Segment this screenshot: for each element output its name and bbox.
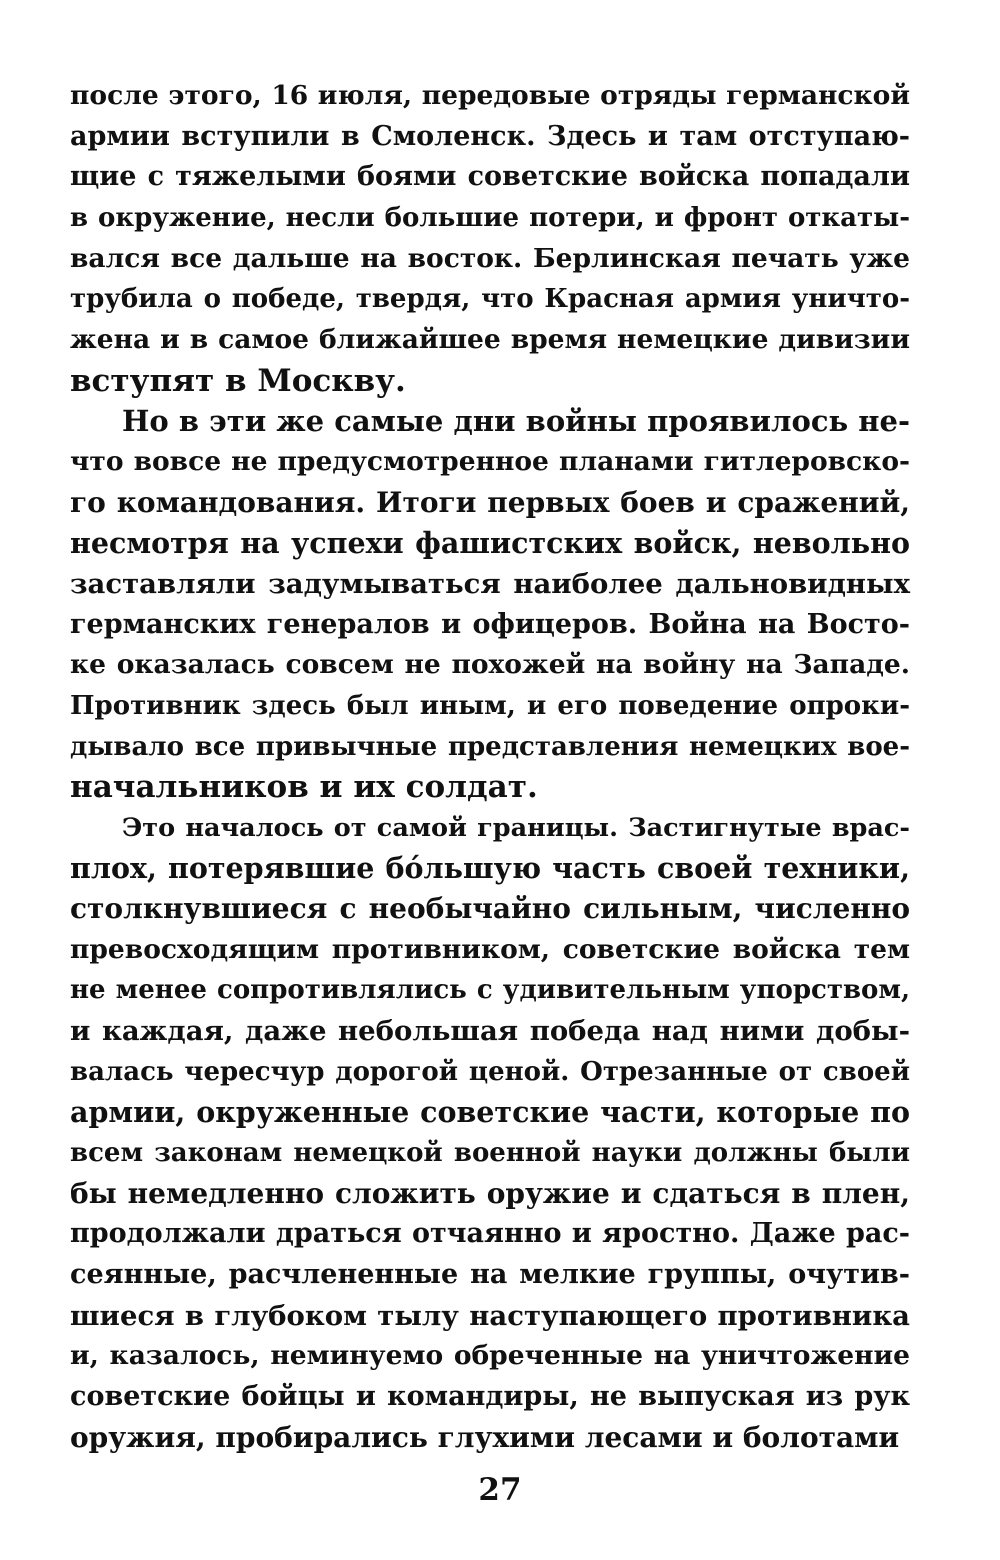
- text-line: валась чересчур дорогой ценой. Отрезанные от своей: [70, 1056, 910, 1087]
- page-number: 27: [478, 1472, 522, 1508]
- text-line: шиеся в глубоком тылу наступающего противника: [70, 1299, 910, 1332]
- text-line: после этого, 16 июля, передовые отряды германской: [70, 80, 910, 111]
- text-line: щие с тяжелыми боями советские войска попадали: [70, 161, 910, 193]
- text-line: что вовсе не предусмотренное планами гитлеровско-: [70, 445, 910, 477]
- paragraph: [70, 76, 910, 401]
- body-text: [70, 76, 910, 1458]
- text-line: бы немедленно сложить оружие и сдаться в плен,: [70, 1176, 910, 1210]
- text-line: столкнувшиеся с необычайно сильным, численно: [70, 892, 910, 926]
- text-line: армии вступили в Смоленск. Здесь и там отступаю-: [70, 120, 910, 152]
- text-line: армии, окруженные советские части, которые по: [70, 1095, 910, 1130]
- text-line: вступят в Москву.: [70, 362, 406, 399]
- text-line: превосходящим противником, советские войска тем: [70, 933, 910, 965]
- text-line: трубила о победе, твердя, что Красная армия уничто-: [70, 284, 910, 315]
- text-line: продолжали драться отчаянно и яростно. Даже рас-: [70, 1218, 910, 1250]
- paragraph: [70, 401, 910, 808]
- text-line: не менее сопротивлялись с удивительным упорством,: [70, 975, 910, 1006]
- text-line: начальников и их солдат.: [70, 769, 538, 806]
- text-line: жена и в самое ближайшее время немецкие дивизии: [70, 323, 910, 355]
- text-line: заставляли задумываться наиболее дальновидных: [70, 567, 910, 600]
- text-line: ке оказалась совсем не похожей на войну на Западе.: [70, 649, 910, 681]
- text-line: плох, потерявшие бо́льшую часть своей техники,: [70, 851, 910, 886]
- text-line: германских генералов и офицеров. Война на Восто-: [70, 608, 910, 640]
- text-line: го командования. Итоги первых боев и сражений,: [70, 485, 910, 519]
- text-line: дывало все привычные представления немецких вое-: [70, 731, 910, 762]
- text-line: Но в эти же самые дни войны проявилось не-: [122, 404, 910, 439]
- text-line: вался все дальше на восток. Берлинская печать уже: [70, 242, 910, 274]
- text-line: сеянные, расчлененные на мелкие группы, очутив-: [70, 1259, 910, 1291]
- text-line: и, казалось, неминуемо обреченные на уничтожение: [70, 1340, 910, 1372]
- text-line: в окружение, несли большие потери, и фронт откаты-: [70, 202, 910, 233]
- text-line: и каждая, даже небольшая победа над ними добы-: [70, 1015, 910, 1048]
- text-line: всем законам немецкой военной науки должны были: [70, 1138, 910, 1169]
- paragraph: [70, 808, 910, 1459]
- text-line: Противник здесь был иным, и его поведение опроки-: [70, 690, 910, 721]
- text-line: советские бойцы и командиры, не выпуская из рук: [70, 1381, 910, 1412]
- text-line: оружия, пробирались глухими лесами и болотами: [70, 1420, 900, 1454]
- text-line: несмотря на успехи фашистских войск, невольно: [70, 526, 910, 561]
- text-line: Это началось от самой границы. Застигнутые врас-: [122, 812, 910, 843]
